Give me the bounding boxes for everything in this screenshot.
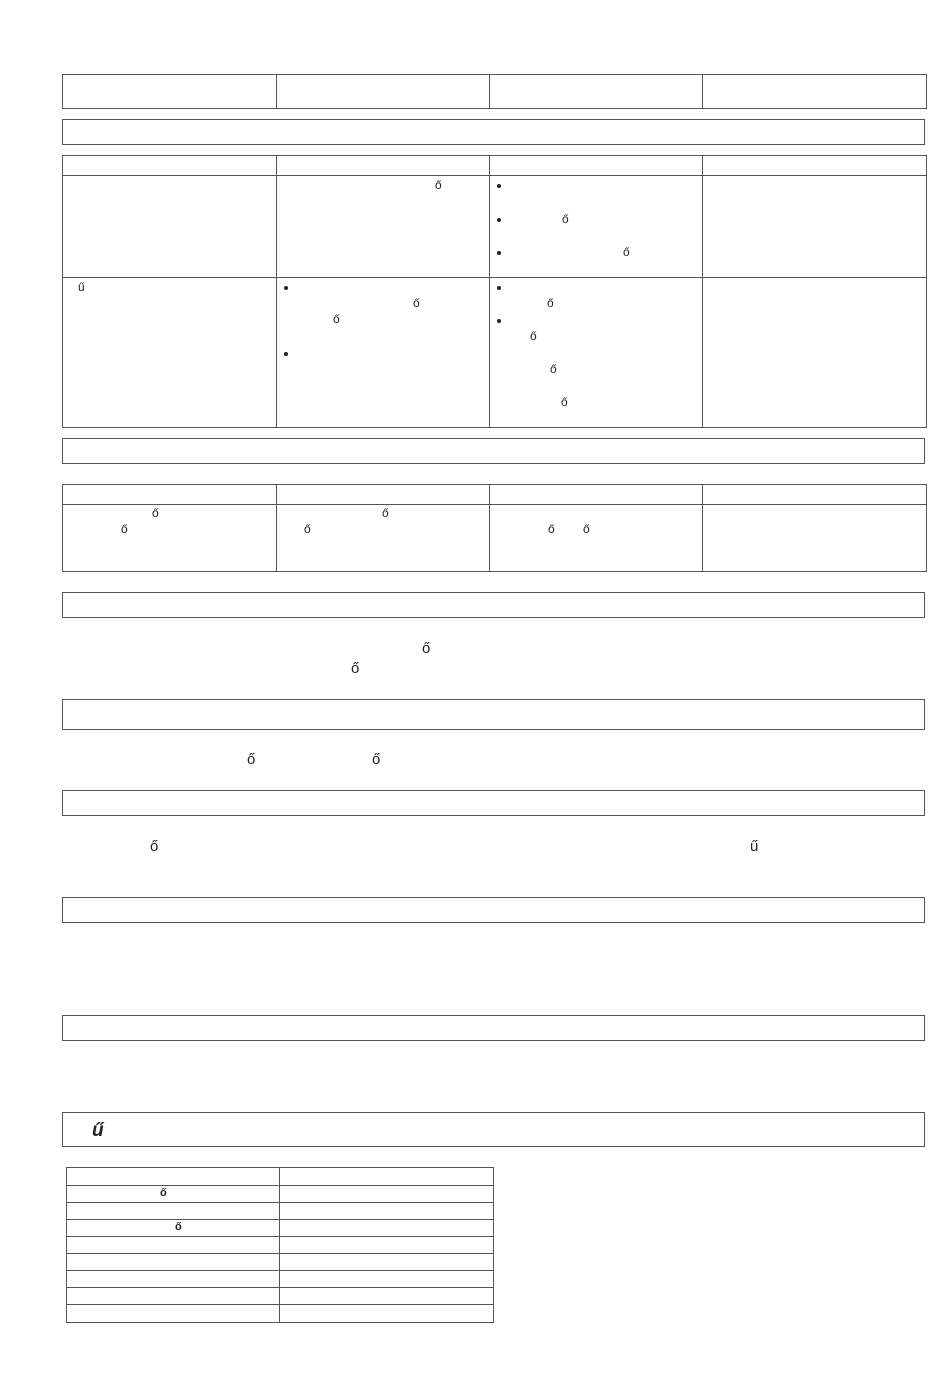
section-8-heading-glyph: ű	[92, 1120, 104, 1141]
section-bar-4	[62, 699, 925, 730]
small-table-row-line	[66, 1270, 494, 1271]
bullet-icon	[497, 286, 501, 290]
section-3-glyph: ő	[422, 640, 431, 657]
table-1-row-2-col-3-glyph: ő	[561, 395, 568, 409]
table-1-divider	[702, 155, 703, 428]
table-1-row-2-col-3-glyph: ő	[550, 362, 557, 376]
small-table-row-line	[66, 1236, 494, 1237]
small-table-row-line	[66, 1185, 494, 1186]
table-2-divider	[276, 484, 277, 572]
table-1-row-2-col-2-glyph: ő	[333, 312, 340, 326]
small-table-row-line	[66, 1304, 494, 1305]
section-bar-1	[62, 119, 925, 145]
table-1-row-1-col-2-glyph: ő	[435, 178, 442, 192]
table-2	[62, 484, 927, 572]
section-5-glyph: ő	[150, 838, 159, 855]
small-table-glyph: ő	[160, 1187, 167, 1199]
header-table	[62, 74, 927, 109]
bullet-icon	[497, 184, 501, 188]
small-table-row-line	[66, 1219, 494, 1220]
table-1-row-2-col-3-glyph: ő	[530, 329, 537, 343]
table-2-col-3-glyph: ő	[583, 522, 590, 536]
table-1	[62, 155, 927, 428]
section-3-glyph: ő	[351, 660, 360, 677]
bullet-icon	[497, 218, 501, 222]
small-table-row-line	[66, 1287, 494, 1288]
table-1-row-2-col-2-glyph: ő	[413, 296, 420, 310]
table-2-divider	[489, 484, 490, 572]
table-2-col-1-glyph: ő	[152, 506, 159, 520]
table-2-divider	[702, 484, 703, 572]
section-bar-5	[62, 790, 925, 816]
table-1-divider	[489, 155, 490, 428]
table-1-header-line	[62, 175, 927, 176]
table-1-row-2-col-1-glyph: ű	[78, 280, 85, 294]
table-2-header-line	[62, 504, 927, 505]
table-2-col-2-glyph: ő	[304, 522, 311, 536]
small-table	[66, 1167, 494, 1323]
table-1-row-2-col-3-glyph: ő	[547, 296, 554, 310]
section-4-glyph: ő	[372, 751, 381, 768]
small-table-row-line	[66, 1253, 494, 1254]
small-table-glyph: ő	[175, 1221, 182, 1233]
section-bar-3	[62, 592, 925, 618]
table-2-col-2-glyph: ő	[382, 506, 389, 520]
section-bar-2	[62, 438, 925, 464]
header-table-divider	[702, 74, 703, 109]
bullet-icon	[497, 319, 501, 323]
bullet-icon	[284, 286, 288, 290]
table-1-row-1-col-3-glyph: ő	[562, 212, 569, 226]
section-bar-6	[62, 897, 925, 923]
bullet-icon	[497, 251, 501, 255]
header-table-divider	[276, 74, 277, 109]
table-2-col-3-glyph: ő	[548, 522, 555, 536]
table-1-divider	[276, 155, 277, 428]
section-4-glyph: ő	[247, 751, 256, 768]
section-bar-8	[62, 1112, 925, 1147]
section-5-glyph: ű	[750, 838, 759, 855]
small-table-row-line	[66, 1202, 494, 1203]
small-table-divider	[279, 1167, 280, 1323]
bullet-icon	[284, 352, 288, 356]
table-2-col-1-glyph: ő	[121, 522, 128, 536]
section-bar-7	[62, 1015, 925, 1041]
table-1-row-line	[62, 277, 927, 278]
table-1-row-1-col-3-glyph: ő	[623, 245, 630, 259]
header-table-divider	[489, 74, 490, 109]
